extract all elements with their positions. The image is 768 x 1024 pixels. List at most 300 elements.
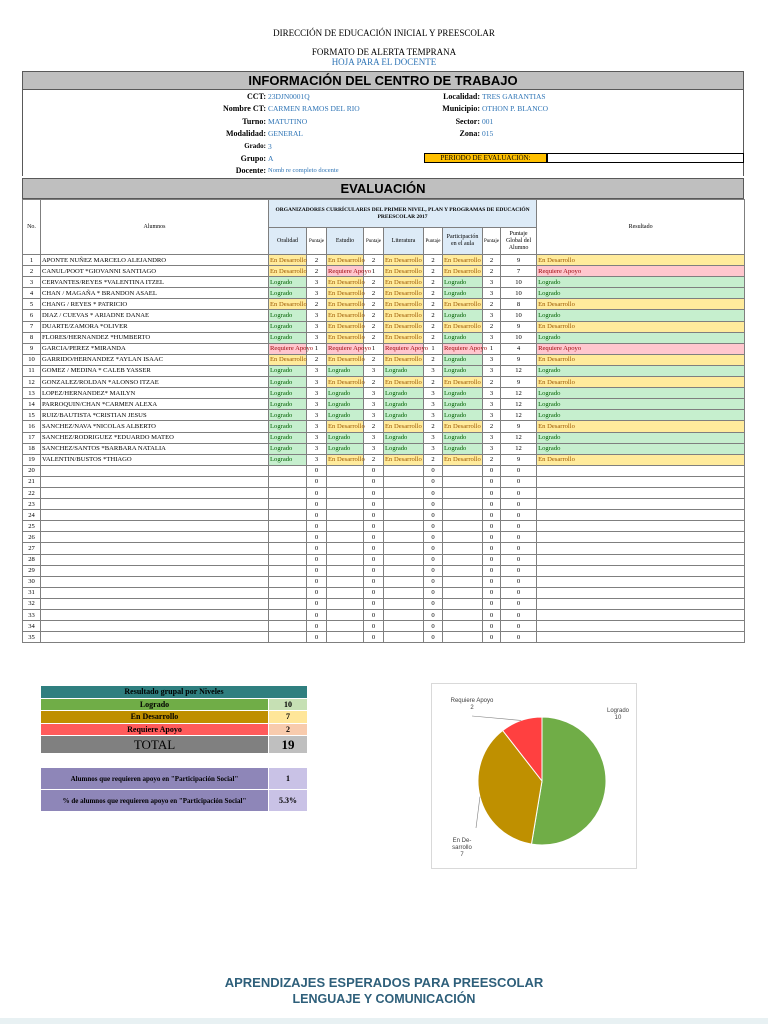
literatura-score: 3 — [424, 432, 443, 443]
result-empty — [537, 465, 745, 476]
score-zero: 0 — [483, 610, 501, 621]
level-empty — [327, 510, 364, 521]
level-empty — [443, 565, 483, 576]
level-empty — [384, 476, 424, 487]
table-row — [23, 410, 745, 421]
result-level: Logrado — [537, 310, 745, 321]
row-number: 32 — [23, 598, 41, 609]
student-name — [41, 499, 269, 510]
result-level: Logrado — [537, 399, 745, 410]
score-zero: 0 — [483, 465, 501, 476]
score-zero: 0 — [307, 476, 327, 487]
result-level: En Desarrollo — [537, 421, 745, 432]
sector-label: Sector: — [455, 117, 480, 126]
student-name — [41, 510, 269, 521]
global-score: 10 — [501, 310, 537, 321]
oralidad-level: Logrado — [269, 365, 307, 376]
student-name: GARRIDO/HERNANDEZ *AYLAN ISAAC — [41, 354, 269, 365]
pie-chart-svg — [432, 684, 638, 870]
participacion-level: Logrado — [443, 388, 483, 399]
score-zero: 0 — [424, 610, 443, 621]
level-empty — [384, 465, 424, 476]
student-name — [41, 543, 269, 554]
estudio-score: 2 — [364, 255, 384, 266]
col-header-no: No. — [23, 200, 41, 255]
score-zero: 0 — [364, 499, 384, 510]
literatura-score: 3 — [424, 410, 443, 421]
score-zero: 0 — [307, 487, 327, 498]
estudio-level: En Desarrollo — [327, 321, 364, 332]
participacion-level: En Desarrollo — [443, 377, 483, 388]
table-row — [23, 388, 745, 399]
oralidad-score: 2 — [307, 266, 327, 277]
estudio-level: Logrado — [327, 432, 364, 443]
estudio-level: Logrado — [327, 399, 364, 410]
estudio-level: Requiere Apoyo — [327, 266, 364, 277]
score-zero: 0 — [483, 532, 501, 543]
global-score: 9 — [501, 354, 537, 365]
col-header-resultado: Resultado — [537, 200, 745, 255]
student-name — [41, 565, 269, 576]
participacion-score: 2 — [483, 255, 501, 266]
estudio-level: En Desarrollo — [327, 377, 364, 388]
global-score: 0 — [501, 543, 537, 554]
score-zero: 0 — [424, 499, 443, 510]
level-empty — [327, 576, 364, 587]
level-empty — [384, 632, 424, 643]
score-zero: 0 — [307, 521, 327, 532]
literatura-score: 2 — [424, 299, 443, 310]
estudio-score: 3 — [364, 399, 384, 410]
score-zero: 0 — [424, 565, 443, 576]
oralidad-score: 3 — [307, 365, 327, 376]
estudio-score: 3 — [364, 388, 384, 399]
table-row — [23, 255, 745, 266]
result-empty — [537, 521, 745, 532]
participacion-score: 2 — [483, 266, 501, 277]
table-row — [23, 343, 745, 354]
literatura-score: 2 — [424, 454, 443, 465]
pie-leader-line — [472, 716, 521, 720]
oralidad-score: 3 — [307, 454, 327, 465]
level-empty — [269, 587, 307, 598]
col-header-puntaje-global: Puntaje Global del Alumno — [501, 228, 537, 255]
score-zero: 0 — [307, 621, 327, 632]
score-zero: 0 — [307, 532, 327, 543]
row-number: 19 — [23, 454, 41, 465]
student-name: GONZALEZ/ROLDAN *ALONSO ITZAE — [41, 377, 269, 388]
table-row-empty — [23, 565, 745, 576]
result-level: Logrado — [537, 277, 745, 288]
student-name — [41, 532, 269, 543]
literatura-score: 2 — [424, 377, 443, 388]
modalidad-value: GENERAL — [268, 129, 303, 138]
student-name: SANCHEZ/SANTOS *BARBARA NATALIA — [41, 443, 269, 454]
localidad-label: Localidad: — [443, 92, 480, 101]
score-zero: 0 — [364, 565, 384, 576]
student-name — [41, 476, 269, 487]
score-zero: 0 — [424, 632, 443, 643]
estudio-level: En Desarrollo — [327, 288, 364, 299]
student-name: APONTE NUÑEZ MARCELO ALEJANDRO — [41, 255, 269, 266]
participacion-level: Logrado — [443, 410, 483, 421]
oralidad-score: 3 — [307, 310, 327, 321]
row-number: 25 — [23, 521, 41, 532]
social-support-label: Alumnos que requieren apoyo en "Participación Social" — [41, 768, 269, 790]
level-empty — [327, 487, 364, 498]
pie-label-requiere-apoyo: Requiere Apoyo 2 — [450, 698, 494, 711]
participacion-score: 3 — [483, 365, 501, 376]
level-empty — [443, 510, 483, 521]
zona-label: Zona: — [459, 129, 480, 138]
global-score: 4 — [501, 343, 537, 354]
sector-value: 001 — [482, 117, 494, 126]
participacion-score: 3 — [483, 288, 501, 299]
estudio-level: En Desarrollo — [327, 277, 364, 288]
literatura-score: 2 — [424, 255, 443, 266]
row-number: 14 — [23, 399, 41, 410]
participacion-level: Logrado — [443, 443, 483, 454]
social-support-value: 1 — [269, 768, 308, 790]
score-zero: 0 — [424, 476, 443, 487]
social-support-pct-label: % de alumnos que requieren apoyo en "Participación Social" — [41, 790, 269, 812]
level-empty — [384, 565, 424, 576]
result-level: En Desarrollo — [537, 299, 745, 310]
student-name: DIAZ / CUEVAS * ARIADNE DANAE — [41, 310, 269, 321]
row-number: 33 — [23, 610, 41, 621]
participacion-score: 3 — [483, 443, 501, 454]
row-number: 4 — [23, 288, 41, 299]
oralidad-score: 3 — [307, 321, 327, 332]
student-name — [41, 487, 269, 498]
table-row — [23, 321, 745, 332]
score-zero: 0 — [483, 632, 501, 643]
student-name: SANCHEZ/RODRIGUEZ *EDUARDO MATEO — [41, 432, 269, 443]
literatura-score: 3 — [424, 443, 443, 454]
oralidad-score: 3 — [307, 410, 327, 421]
global-score: 12 — [501, 399, 537, 410]
score-zero: 0 — [483, 598, 501, 609]
student-name — [41, 632, 269, 643]
result-level: Logrado — [537, 432, 745, 443]
student-name — [41, 610, 269, 621]
level-empty — [327, 587, 364, 598]
score-zero: 0 — [307, 632, 327, 643]
estudio-score: 3 — [364, 443, 384, 454]
literatura-score: 2 — [424, 421, 443, 432]
oralidad-score: 3 — [307, 277, 327, 288]
literatura-score: 2 — [424, 332, 443, 343]
global-score: 0 — [501, 510, 537, 521]
table-row-empty — [23, 576, 745, 587]
sheet-subtitle: HOJA PARA EL DOCENTE — [331, 57, 437, 67]
student-name: LOPEZ/HERNANDEZ* MAILYN — [41, 388, 269, 399]
col-header-organizadores: ORGANIZADORES CURRÍCULARES DEL PRIMER NIVEL, PLAN Y PROGRAMAS DE EDUCACIÓN PREESCOLAR 2017 — [269, 200, 537, 228]
estudio-score: 1 — [364, 343, 384, 354]
level-empty — [384, 598, 424, 609]
grupo-value: A — [268, 154, 274, 163]
result-level: Logrado — [537, 365, 745, 376]
score-zero: 0 — [364, 487, 384, 498]
student-name — [41, 598, 269, 609]
row-number: 5 — [23, 299, 41, 310]
score-zero: 0 — [307, 610, 327, 621]
result-empty — [537, 621, 745, 632]
oralidad-score: 3 — [307, 288, 327, 299]
grado-value: 3 — [268, 142, 272, 151]
global-score: 10 — [501, 332, 537, 343]
oralidad-level: Logrado — [269, 277, 307, 288]
level-empty — [327, 476, 364, 487]
row-number: 21 — [23, 476, 41, 487]
summary-apoyo-label: Requiere Apoyo — [41, 723, 269, 736]
global-score: 0 — [501, 499, 537, 510]
level-empty — [269, 565, 307, 576]
result-level: En Desarrollo — [537, 454, 745, 465]
oralidad-level: En Desarrollo — [269, 354, 307, 365]
format-title: FORMATO DE ALERTA TEMPRANA — [311, 47, 457, 57]
oralidad-level: Logrado — [269, 443, 307, 454]
result-empty — [537, 565, 745, 576]
pie-leader-line — [476, 797, 480, 828]
estudio-score: 2 — [364, 288, 384, 299]
participacion-score: 3 — [483, 332, 501, 343]
table-row — [23, 310, 745, 321]
table-row-empty — [23, 554, 745, 565]
estudio-level: Logrado — [327, 443, 364, 454]
literatura-level: En Desarrollo — [384, 255, 424, 266]
summary-desarrollo-label: En Desarrollo — [41, 711, 269, 724]
score-zero: 0 — [307, 499, 327, 510]
level-empty — [443, 610, 483, 621]
oralidad-level: Logrado — [269, 454, 307, 465]
pie-label-logrado: Logrado 10 — [606, 708, 630, 721]
oralidad-level: Logrado — [269, 310, 307, 321]
global-score: 0 — [501, 621, 537, 632]
level-empty — [327, 598, 364, 609]
level-empty — [327, 521, 364, 532]
literatura-score: 3 — [424, 399, 443, 410]
literatura-level: En Desarrollo — [384, 288, 424, 299]
result-level: Logrado — [537, 288, 745, 299]
participacion-score: 1 — [483, 343, 501, 354]
score-zero: 0 — [424, 487, 443, 498]
summary-title: Resultado grupal por Niveles — [41, 686, 308, 699]
participacion-level: Requiere Apoyo — [443, 343, 483, 354]
estudio-score: 2 — [364, 377, 384, 388]
row-number: 31 — [23, 587, 41, 598]
oralidad-score: 2 — [307, 354, 327, 365]
estudio-level: Logrado — [327, 410, 364, 421]
row-number: 8 — [23, 332, 41, 343]
score-zero: 0 — [483, 576, 501, 587]
score-zero: 0 — [364, 543, 384, 554]
literatura-level: En Desarrollo — [384, 421, 424, 432]
level-empty — [384, 499, 424, 510]
estudio-score: 2 — [364, 421, 384, 432]
summary-apoyo-value: 2 — [269, 723, 308, 736]
student-name: RUIZ/BAUTISTA *CRISTIAN JESUS — [41, 410, 269, 421]
row-number: 27 — [23, 543, 41, 554]
estudio-score: 2 — [364, 321, 384, 332]
table-row-empty — [23, 487, 745, 498]
estudio-level: En Desarrollo — [327, 255, 364, 266]
table-row — [23, 454, 745, 465]
result-empty — [537, 554, 745, 565]
global-score: 0 — [501, 598, 537, 609]
global-score: 0 — [501, 576, 537, 587]
global-score: 10 — [501, 277, 537, 288]
level-empty — [269, 610, 307, 621]
score-zero: 0 — [483, 510, 501, 521]
result-level: En Desarrollo — [537, 377, 745, 388]
score-zero: 0 — [364, 532, 384, 543]
participacion-level: En Desarrollo — [443, 454, 483, 465]
global-score: 9 — [501, 421, 537, 432]
row-number: 17 — [23, 432, 41, 443]
score-zero: 0 — [424, 521, 443, 532]
score-zero: 0 — [364, 610, 384, 621]
info-panel — [22, 90, 744, 176]
row-number: 28 — [23, 554, 41, 565]
oralidad-score: 3 — [307, 432, 327, 443]
row-number: 7 — [23, 321, 41, 332]
col-header-literatura: Literatura — [384, 228, 424, 255]
global-score: 0 — [501, 532, 537, 543]
level-empty — [269, 521, 307, 532]
global-score: 0 — [501, 465, 537, 476]
table-row — [23, 377, 745, 388]
literatura-score: 2 — [424, 288, 443, 299]
score-zero: 0 — [307, 465, 327, 476]
result-empty — [537, 576, 745, 587]
turno-value: MATUTINO — [268, 117, 308, 126]
estudio-level: Logrado — [327, 365, 364, 376]
header-title: DIRECCIÓN DE EDUCACIÓN INICIAL Y PREESCOLAR — [273, 28, 495, 38]
oralidad-score: 3 — [307, 332, 327, 343]
student-name: SANCHEZ/NAVA *NICOLAS ALBERTO — [41, 421, 269, 432]
turno-label: Turno: — [242, 117, 266, 126]
row-number: 3 — [23, 277, 41, 288]
literatura-level: En Desarrollo — [384, 321, 424, 332]
grado-label: Grado: — [244, 142, 266, 150]
result-empty — [537, 499, 745, 510]
col-header-puntaje-participacion: Puntaje — [483, 228, 501, 255]
row-number: 1 — [23, 255, 41, 266]
level-empty — [269, 576, 307, 587]
pie-slice-logrado — [531, 717, 606, 845]
level-empty — [443, 476, 483, 487]
level-empty — [384, 576, 424, 587]
oralidad-level: En Desarrollo — [269, 266, 307, 277]
participacion-level: Logrado — [443, 399, 483, 410]
student-name: CANUL/POOT *GIOVANNI SANTIAGO — [41, 266, 269, 277]
score-zero: 0 — [364, 476, 384, 487]
level-empty — [269, 487, 307, 498]
literatura-level: Logrado — [384, 432, 424, 443]
participacion-level: Logrado — [443, 332, 483, 343]
row-number: 9 — [23, 343, 41, 354]
score-zero: 0 — [424, 532, 443, 543]
evaluation-period-field[interactable] — [547, 153, 744, 163]
table-row — [23, 443, 745, 454]
score-zero: 0 — [364, 465, 384, 476]
student-name: GARCIA/PEREZ *MIRANDA — [41, 343, 269, 354]
score-zero: 0 — [483, 476, 501, 487]
estudio-score: 1 — [364, 266, 384, 277]
level-empty — [443, 487, 483, 498]
score-zero: 0 — [364, 632, 384, 643]
estudio-level: En Desarrollo — [327, 454, 364, 465]
result-level: Logrado — [537, 410, 745, 421]
student-name: CHAN / MAGAÑA * BRANDON ASAEL — [41, 288, 269, 299]
evaluation-table — [22, 199, 745, 643]
docente-value[interactable]: Nomb re completo docente — [268, 167, 339, 174]
evaluation-section-title: EVALUACIÓN — [22, 178, 744, 199]
literatura-level: En Desarrollo — [384, 277, 424, 288]
participacion-level: Logrado — [443, 432, 483, 443]
level-empty — [384, 587, 424, 598]
level-empty — [443, 554, 483, 565]
oralidad-level: Logrado — [269, 421, 307, 432]
literatura-level: En Desarrollo — [384, 354, 424, 365]
result-empty — [537, 532, 745, 543]
oralidad-score: 3 — [307, 399, 327, 410]
group-summary-table — [40, 685, 308, 754]
participacion-score: 2 — [483, 454, 501, 465]
literatura-level: Logrado — [384, 388, 424, 399]
row-number: 15 — [23, 410, 41, 421]
global-score: 12 — [501, 365, 537, 376]
level-empty — [327, 532, 364, 543]
student-name: VALENTIN/BUSTOS *THIAGO — [41, 454, 269, 465]
table-row-empty — [23, 499, 745, 510]
estudio-score: 2 — [364, 354, 384, 365]
score-zero: 0 — [307, 587, 327, 598]
student-name: CHANG / REYES * PATRICIO — [41, 299, 269, 310]
oralidad-score: 3 — [307, 443, 327, 454]
global-score: 10 — [501, 288, 537, 299]
literatura-score: 3 — [424, 365, 443, 376]
table-row — [23, 299, 745, 310]
level-empty — [269, 543, 307, 554]
score-zero: 0 — [424, 576, 443, 587]
literatura-score: 3 — [424, 388, 443, 399]
level-empty — [384, 487, 424, 498]
row-number: 23 — [23, 499, 41, 510]
score-zero: 0 — [483, 554, 501, 565]
level-empty — [269, 465, 307, 476]
level-empty — [327, 565, 364, 576]
row-number: 2 — [23, 266, 41, 277]
nombre-ct-label: Nombre CT: — [222, 104, 266, 113]
result-level: Logrado — [537, 388, 745, 399]
social-support-table — [40, 767, 308, 812]
score-zero: 0 — [483, 565, 501, 576]
global-score: 0 — [501, 565, 537, 576]
modalidad-label: Modalidad: — [225, 129, 266, 138]
score-zero: 0 — [364, 576, 384, 587]
social-support-pct-value: 5.3% — [269, 790, 308, 812]
table-row-empty — [23, 543, 745, 554]
level-empty — [384, 510, 424, 521]
literatura-score: 2 — [424, 310, 443, 321]
evaluation-period-label: PERIODO DE EVALUACIÓN: — [424, 153, 547, 163]
pie-label-en-desarrollo: En De-sarrollo 7 — [452, 838, 472, 858]
localidad-value: TRES GARANTIAS — [482, 92, 546, 101]
estudio-level: En Desarrollo — [327, 310, 364, 321]
level-empty — [269, 621, 307, 632]
